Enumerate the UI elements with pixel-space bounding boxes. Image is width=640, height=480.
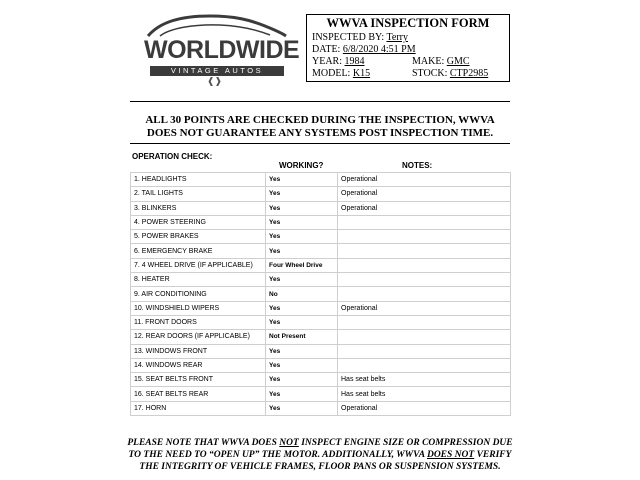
item-cell: 7. 4 WHEEL DRIVE (IF APPLICABLE) — [131, 258, 266, 272]
table-row — [131, 187, 511, 201]
working-cell: Yes — [266, 344, 338, 358]
item-cell: 4. POWER STEERING — [131, 215, 266, 229]
notes-cell: Operational — [338, 301, 511, 315]
divider-top — [130, 101, 510, 102]
notes-cell — [338, 358, 511, 372]
notes-cell — [338, 230, 511, 244]
notes-cell: Operational — [338, 201, 511, 215]
item-cell: 9. AIR CONDITIONING — [131, 287, 266, 301]
working-cell: Yes — [266, 273, 338, 287]
notes-cell — [338, 287, 511, 301]
year-value: 1984 — [344, 56, 365, 67]
notes-cell: Operational — [338, 187, 511, 201]
working-cell: Yes — [266, 401, 338, 415]
model-value: K15 — [352, 68, 371, 79]
model-row: MODEL: K15 — [312, 68, 371, 79]
notes-cell: Operational — [338, 173, 511, 187]
table-row — [131, 301, 511, 315]
inspected-by-row: INSPECTED BY: Terry — [312, 32, 408, 43]
item-cell: 17. HORN — [131, 401, 266, 415]
operation-check-label: OPERATION CHECK: — [132, 152, 213, 161]
operation-check-table — [130, 172, 511, 416]
working-column-header: WORKING? — [279, 161, 324, 170]
item-cell: 3. BLINKERS — [131, 201, 266, 215]
notes-cell — [338, 258, 511, 272]
notes-cell: Has seat belts — [338, 387, 511, 401]
inspected-by-value: Terry — [386, 32, 408, 43]
working-cell: Yes — [266, 387, 338, 401]
year-row: YEAR: 1984 — [312, 56, 365, 67]
logo-tagline: VINTAGE AUTOS — [150, 66, 284, 76]
date-row: DATE: 6/8/2020 4:51 PM — [312, 44, 416, 55]
footer-note: PLEASE NOTE THAT WWVA DOES NOT INSPECT ENGINE SIZE OR COMPRESSION DUE TO THE NEED TO “OPEN UP” THE MOTOR. ADDITIONALLY, WWVA DOES NOT VERIFY THE INTEGRITY OF VEHICLE FRAMES, FLOOR PANS OR SUSPENSION SYSTEMS. — [127, 438, 513, 472]
working-cell: Yes — [266, 301, 338, 315]
item-cell: 13. WINDOWS FRONT — [131, 344, 266, 358]
notes-cell — [338, 273, 511, 287]
make-value: GMC — [446, 56, 470, 67]
working-cell: Yes — [266, 215, 338, 229]
table-row — [131, 258, 511, 272]
item-cell: 12. REAR DOORS (IF APPLICABLE) — [131, 330, 266, 344]
table-row — [131, 244, 511, 258]
item-cell: 15. SEAT BELTS FRONT — [131, 373, 266, 387]
item-cell: 14. WINDOWS REAR — [131, 358, 266, 372]
notes-cell: Operational — [338, 401, 511, 415]
item-cell: 1. HEADLIGHTS — [131, 173, 266, 187]
notes-column-header: NOTES: — [402, 161, 433, 170]
item-cell: 10. WINDSHIELD WIPERS — [131, 301, 266, 315]
table-row — [131, 273, 511, 287]
working-cell: Yes — [266, 315, 338, 329]
working-cell: Yes — [266, 201, 338, 215]
item-cell: 11. FRONT DOORS — [131, 315, 266, 329]
item-cell: 16. SEAT BELTS REAR — [131, 387, 266, 401]
table-row — [131, 387, 511, 401]
working-cell: Yes — [266, 358, 338, 372]
table-row — [131, 173, 511, 187]
table-row — [131, 373, 511, 387]
table-row — [131, 230, 511, 244]
working-cell: Yes — [266, 187, 338, 201]
table-row — [131, 201, 511, 215]
working-cell: Yes — [266, 373, 338, 387]
item-cell: 5. POWER BRAKES — [131, 230, 266, 244]
make-row: MAKE: GMC — [412, 56, 470, 67]
working-cell: Yes — [266, 230, 338, 244]
operation-check-body — [131, 173, 511, 416]
notes-cell: Has seat belts — [338, 373, 511, 387]
table-row — [131, 358, 511, 372]
table-row — [131, 287, 511, 301]
table-row — [131, 315, 511, 329]
working-cell: Yes — [266, 244, 338, 258]
date-value: 6/8/2020 4:51 PM — [342, 44, 416, 55]
item-cell: 2. TAIL LIGHTS — [131, 187, 266, 201]
item-cell: 8. HEATER — [131, 273, 266, 287]
form-title: WWVA INSPECTION FORM — [326, 16, 490, 30]
stock-value: CTP2985 — [449, 68, 489, 79]
table-row — [131, 344, 511, 358]
table-row — [131, 401, 511, 415]
chevron-arrows-icon: ❰❱ — [207, 77, 223, 87]
notes-cell — [338, 244, 511, 258]
logo-brand: WORLDWIDE — [144, 36, 300, 64]
disclaimer-text: ALL 30 POINTS ARE CHECKED DURING THE INSPECTION, WWVA DOES NOT GUARANTEE ANY SYSTEMS POST INSPECTION TIME. — [145, 114, 495, 139]
worldwide-logo — [140, 10, 300, 88]
working-cell: No — [266, 287, 338, 301]
item-cell: 6. EMERGENCY BRAKE — [131, 244, 266, 258]
working-cell: Not Present — [266, 330, 338, 344]
divider-bottom — [130, 143, 510, 144]
table-row — [131, 215, 511, 229]
notes-cell — [338, 344, 511, 358]
notes-cell — [338, 330, 511, 344]
table-row — [131, 330, 511, 344]
notes-cell — [338, 315, 511, 329]
inspection-info-box — [306, 14, 510, 82]
stock-row: STOCK: CTP2985 — [412, 68, 489, 79]
notes-cell — [338, 215, 511, 229]
working-cell: Yes — [266, 173, 338, 187]
working-cell: Four Wheel Drive — [266, 258, 338, 272]
